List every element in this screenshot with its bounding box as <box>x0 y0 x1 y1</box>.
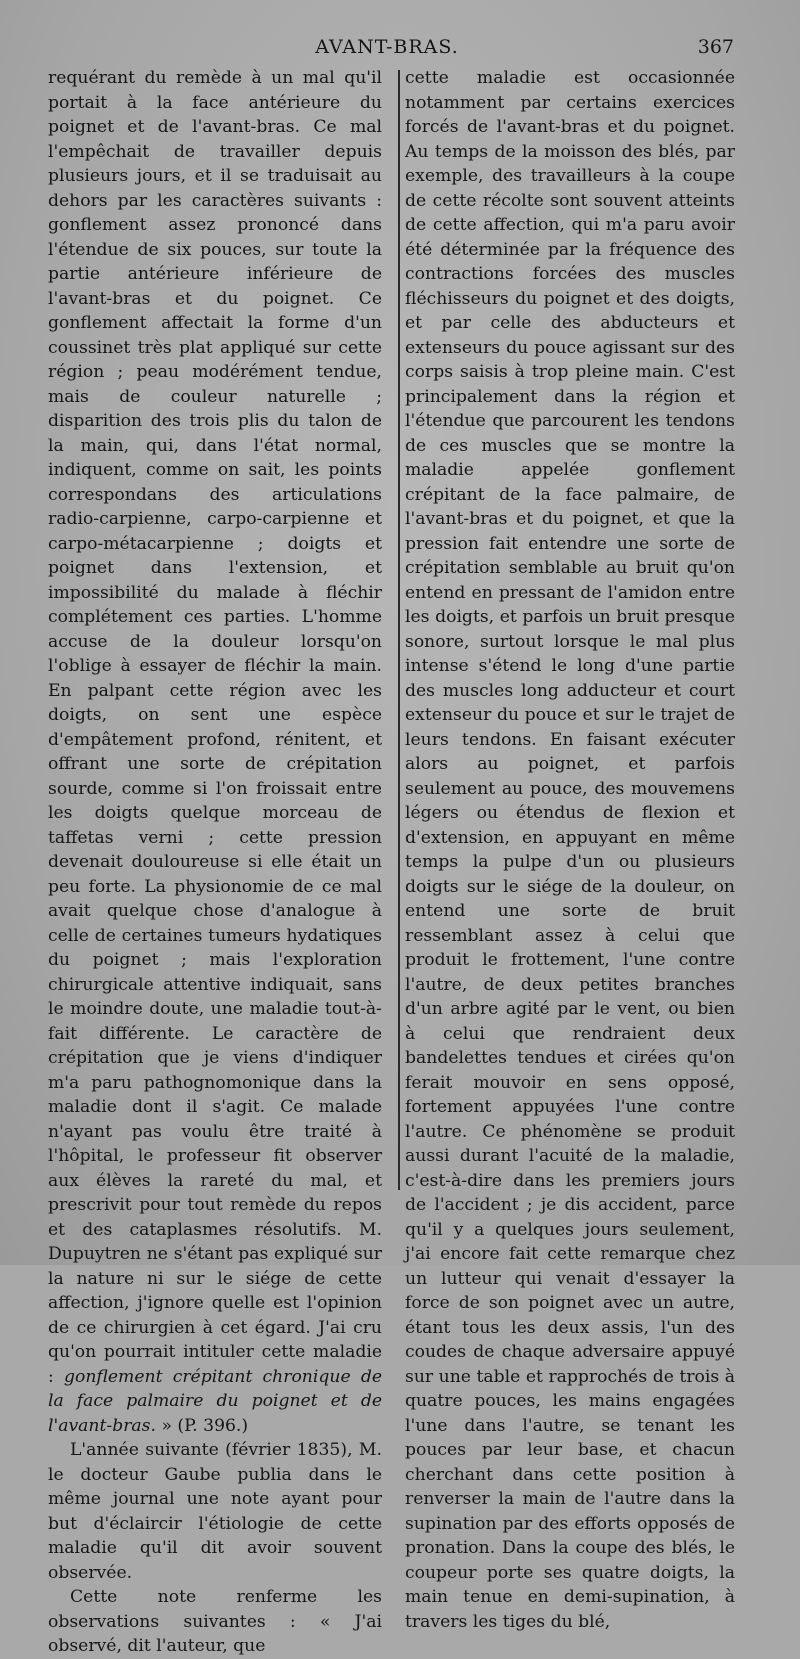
running-title: AVANT-BRAS. <box>315 36 459 58</box>
left-column <box>48 66 382 1659</box>
page-header <box>40 36 734 64</box>
left-paragraph-3: Cette note renferme les observations suivantes : « J'ai observé, dit l'auteur, que <box>48 1587 382 1656</box>
left-paragraph-2: L'année suivante (février 1835), M. le docteur Gaube publia dans le même journal une note ayant pour but d'éclaircir l'étiologie de cette maladie qu'il dit avoir souvent observée. <box>48 1440 382 1583</box>
right-paragraph-1: cette maladie est occasionnée notamment par certains exercices forcés de l'avant-bras et du poignet. Au temps de la moisson des blés, par exemple, des travailleurs à la coupe de cette récolte sont souvent atteints de cette affection, qui m'a paru avoir été déterminée par la fréquence des contractions forcées des muscles fléchisseurs du poignet et des doigts, et par celle des abducteurs et extenseurs du pouce agissant sur des corps saisis à trop pleine main. C'est principalement dans la région et l'étendue que parcourent les tendons de ces muscles que se montre la maladie appelée gonflement crépitant de la face palmaire, de l'avant-bras et du poignet, et que la pression fait entendre une sorte de crépitation semblable au bruit qu'on entend en pressant de l'amidon entre les doigts, et parfois un bruit presque sonore, surtout lorsque le mal plus intense s'étend le long d'une partie des muscles long adducteur et court extenseur du pouce et sur le trajet de leurs tendons. En faisant exécuter alors au poignet, et parfois seulement au pouce, des mouvemens légers ou étendus de flexion et d'extension, en appuyant en même temps la pulpe d'un ou plusieurs doigts sur le siége de la douleur, on entend une sorte de bruit ressemblant assez à celui que produit le frottement, l'une contre l'autre, de deux petites branches d'un arbre agité par le vent, ou bien à celui que rendraient deux bandelettes tendues et cirées qu'on ferait mouvoir en sens opposé, fortement appuyées l'une contre l'autre. Ce phénomène se produit aussi durant l'acuité de la maladie, c'est-à-dire dans les premiers jours de l'accident ; je dis accident, parce qu'il y a quelques jours seulement, j'ai encore fait cette remarque chez un lutteur qui venait d'essayer la force de son poignet avec un autre, étant tous les deux assis, l'un des coudes de chaque adversaire appuyé sur une table et rapprochés de trois à quatre pouces, les mains engagées l'une dans l'autre, se tenant les pouces par leur base, et chacun cherchant dans cette position à renverser la main de l'autre dans la supination par des efforts opposés de pronation. Dans la coupe des blés, le coupeur porte ses quatre doigts, la main tenue en demi-supination, à travers les tiges du blé, <box>405 68 735 1632</box>
right-column <box>405 66 735 1634</box>
italic-title: gonflement crépitant chronique de la face palmaire du poignet et de l'avant-bras. <box>48 1366 382 1436</box>
citation: » (P. 396.) <box>161 1415 249 1436</box>
page-number: 367 <box>697 36 734 58</box>
column-divider <box>398 70 400 1190</box>
left-paragraph-1-text: requérant du remède à un mal qu'il portait à la face antérieure du poignet et de l'avant-bras. Ce mal l'empêchait de travailler depuis plusieurs jours, et il se traduisait au dehors par les caractères suivants : gonflement assez prononcé dans l'étendue de six pouces, sur toute la partie antérieure inférieure de l'avant-bras et du poignet. Ce gonflement affectait la forme d'un coussinet très plat appliqué sur cette région ; peau modérément tendue, mais de couleur naturelle ; disparition des trois plis du talon de la main, qui, dans l'état normal, indiquent, comme on sait, les points correspondans des articulations radio-carpienne, carpo-carpienne et carpo-métacarpienne ; doigts et poignet dans l'extension, et impossibilité du malade à fléchir complétement ces parties. L'homme accuse de la douleur lorsqu'on l'oblige à essayer de fléchir la main. En palpant cette région avec les doigts, on sent une espèce d'empâtement profond, rénitent, et offrant une sorte de crépitation sourde, comme si l'on froissait entre les doigts quelque morceau de taffetas verni ; cette pression devenait douloureuse si elle était un peu forte. La physionomie de ce mal avait quelque chose d'analogue à celle de certaines tumeurs hydatiques du poignet ; mais l'exploration chirurgicale attentive indiquait, sans le moindre doute, une maladie tout-à-fait différente. Le caractère de crépitation que je viens d'indiquer m'a paru pathognomonique dans la maladie dont il s'agit. Ce malade n'ayant pas voulu être traité à l'hôpital, le professeur fit observer aux élèves la rareté du mal, et prescrivit pour tout remède du repos et des cataplasmes résolutifs. M. Dupuytren ne s'étant pas expliqué sur la nature ni sur le siége de cette affection, j'ignore quelle est l'opinion de ce chirurgien à cet égard. J'ai cru qu'on pourrait intituler cette maladie : <box>48 68 382 1387</box>
left-paragraph-1 <box>48 66 382 1438</box>
